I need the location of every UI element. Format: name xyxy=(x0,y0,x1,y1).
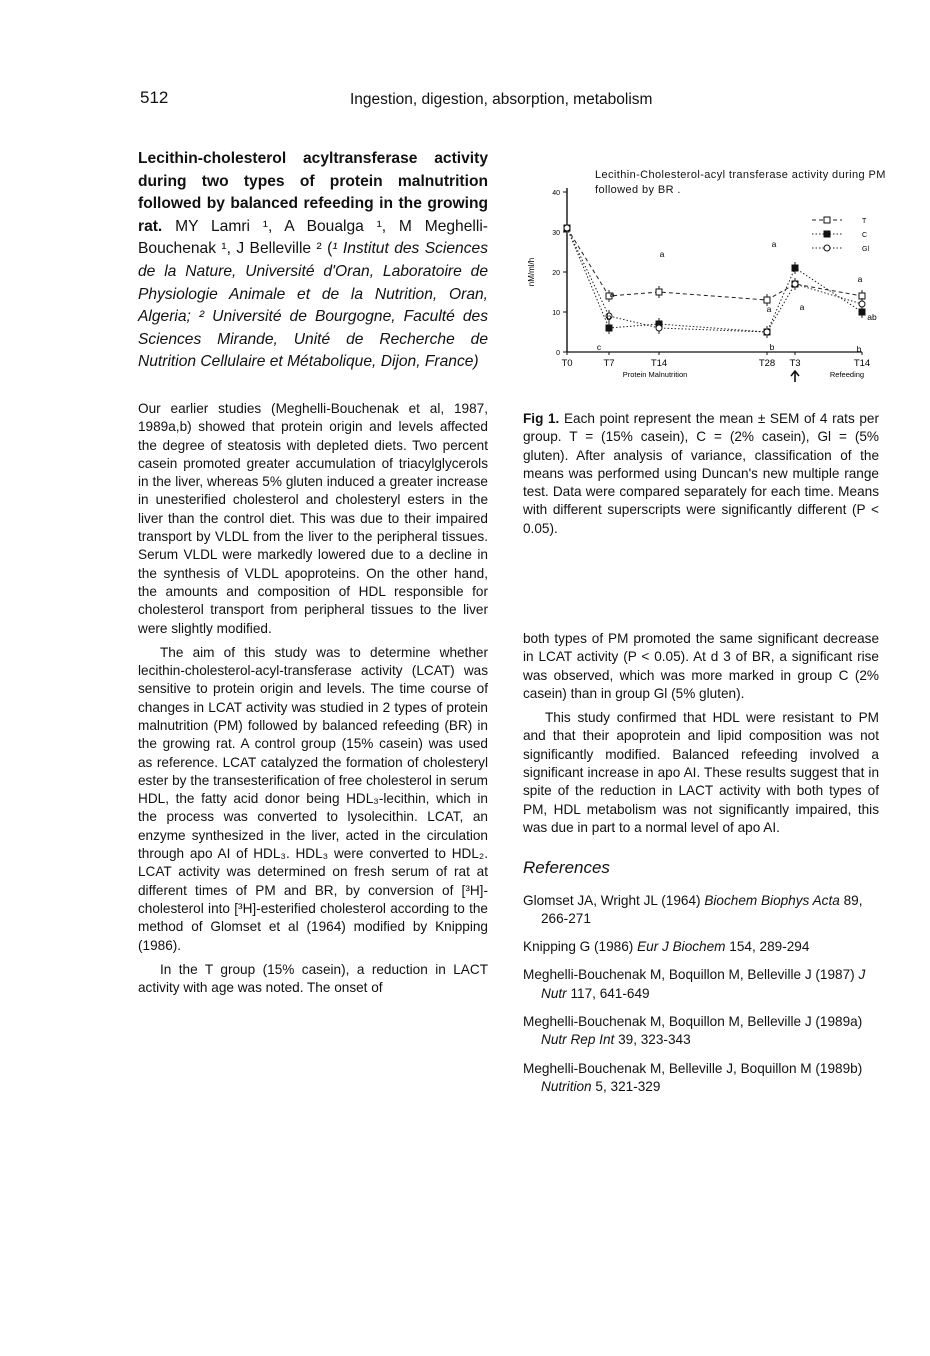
reference-authors: Meghelli-Bouchenak M, Boquillon M, Belleville J (1987) xyxy=(523,967,859,983)
abstract-authors: MY Lamri ¹, A Boualga ¹, M Meghelli-Bouchenak ¹, J Belleville ² ( xyxy=(138,217,488,258)
reference-authors: Knipping G (1986) xyxy=(523,939,638,955)
data-point xyxy=(859,301,865,307)
y-tick-label: 0 xyxy=(556,350,560,357)
chart-title: Lecithin-Cholesterol-acyl transferase activity during PM followed by BR . xyxy=(595,169,886,196)
data-point xyxy=(656,325,662,331)
reference-journal: Eur J Biochem xyxy=(637,939,726,955)
x-tick-label: T28 xyxy=(758,358,776,369)
figure-1 xyxy=(512,160,892,400)
paragraph-3: In the T group (15% casein), a reduction in LACT activity with age was noted. The onset of xyxy=(138,961,488,996)
legend-marker xyxy=(824,231,830,237)
reference-authors: Meghelli-Bouchenak M, Boquillon M, Belleville J (1989a) xyxy=(523,1014,863,1030)
x-tick-label: T0 xyxy=(561,358,573,369)
references-list xyxy=(523,892,879,1097)
references-heading: References xyxy=(523,858,610,878)
right-column xyxy=(523,630,879,1106)
abstract-affiliations: ¹ Institut des Sciences de la Nature, Université d'Oran, Laboratoire de Physiologie Animale et de la Nutrition, Oran, Algeria; ² Université de Bourgogne, Faculté des Sciences Mirande, Unité de Recherche de Nutrition Cellulaire et Métabolique, Dijon, France) xyxy=(138,240,489,371)
legend-marker xyxy=(824,245,830,251)
legend-label: C xyxy=(862,232,868,239)
page-number: 512 xyxy=(140,88,169,107)
significance-letter: a xyxy=(771,239,777,249)
legend-label: T xyxy=(862,218,867,225)
y-axis-label: nM/ml/h xyxy=(527,257,536,287)
x-tick-label: T14 xyxy=(650,358,668,369)
data-point xyxy=(656,289,662,295)
significance-letter: b xyxy=(769,342,775,352)
abstract-title-bold: Lecithin-cholesterol acyltransferase activity during two types of protein malnutrition followed by balanced refeeding in the growing rat. xyxy=(138,150,488,235)
paragraph-2: The aim of this study was to determine whether lecithin-cholesterol-acyl-transferase activity (LCAT) was sensitive to protein origin and levels. The time course of changes in LCAT activity was studied in 2 types of protein malnutrition (PM) followed by balanced refeeding (BR) in the growing rat. A control group (15% casein) was used as reference. LCAT catalyzed the formation of cholesteryl ester by the transesterification of free cholesterol in serum HDL, the fatty acid donor being HDL₃-lecithin, which in the process was converted to lysolecithin. LCAT, an enzyme synthesized in the liver, acted in the circulation through apo AI of HDL₃. HDL₃ were converted to HDL₂. LCAT activity was determined on fresh serum of rat at different times of PM and BR, by conversion of [³H]-cholesterol into [³H]-esterified cholesterol according to the method of Glomset et al (1964) modified by Knipping (1986). xyxy=(138,644,488,953)
reference-item xyxy=(523,966,879,1003)
x-phase-label: Refeeding xyxy=(829,370,865,379)
reference-volume-pages: 5, 321-329 xyxy=(591,1078,661,1094)
paragraph-4: both types of PM promoted the same significant decrease in LCAT activity (P < 0.05). At d 3 of BR, a significant rise was observed, which was more marked in group C (2% casein) than in group Gl (5% gluten). xyxy=(523,631,879,701)
reference-volume-pages: 39, 323-343 xyxy=(614,1032,691,1048)
data-point xyxy=(792,265,798,271)
reference-item xyxy=(523,1013,879,1050)
significance-letter: b xyxy=(856,344,862,354)
significance-letter: a xyxy=(766,304,772,314)
paragraph-1: Our earlier studies (Meghelli-Bouchenak et al, 1987, 1989a,b) showed that protein origin and levels affected the degree of steatosis with depleted diets. Two percent casein promoted greater accumulation of triacylglycerols in the liver, whereas 5% gluten induced a greater increase in unesterified cholesterol and cholesteryl esters in the liver than the control diet. This was due to their impaired transport by VLDL from the liver to the peripheral tissues. Serum VLDL were markedly lowered due to a decline in the synthesis of VLDL apoproteins. On the other hand, the amounts and composition of HDL responsible for cholesterol transport from peripheral tissues to the liver were slightly modified. xyxy=(138,400,488,636)
y-tick-label: 40 xyxy=(552,190,560,197)
reference-journal: J Nutr xyxy=(541,967,866,1001)
caption-text: Each point represent the mean ± SEM of 4 rats per group. T = (15% casein), C = (2% casein), Gl = (5% gluten). After analysis of variance, classification of the means was performed using Duncan's new multiple range test. Data were compared separately for each time. Means with different superscripts were significantly different (P < 0.05). xyxy=(523,411,880,536)
reference-volume-pages: 89, 266-271 xyxy=(541,892,863,926)
abstract-title xyxy=(138,148,488,374)
data-point xyxy=(564,225,570,231)
reference-journal: Nutr Rep Int xyxy=(541,1032,615,1048)
significance-letter: a xyxy=(799,302,805,312)
y-tick-label: 10 xyxy=(552,310,560,317)
reference-volume-pages: 117, 641-649 xyxy=(566,985,650,1001)
x-phase-label: Protein Malnutrition xyxy=(622,370,688,379)
paragraph-5: This study confirmed that HDL were resistant to PM and that their apoprotein and lipid composition was not significantly modified. Balanced refeeding involved a significant increase in apo AI. These results suggest that in spite of the reduction in LACT activity with both types of PM, HDL metabolism was not significantly impaired, this was due in part to a normal level of apo AI. xyxy=(523,710,879,835)
reference-journal: Biochem Biophys Acta xyxy=(704,892,840,908)
x-tick-label: T7 xyxy=(603,358,615,369)
significance-letter: a xyxy=(609,289,615,299)
running-head: Ingestion, digestion, absorption, metabolism xyxy=(350,91,653,108)
reference-item xyxy=(523,938,879,956)
significance-letter: c xyxy=(596,342,602,352)
legend-marker xyxy=(824,217,830,223)
significance-letter: a xyxy=(659,249,665,259)
reference-item xyxy=(523,892,879,929)
significance-letter: b xyxy=(606,312,612,322)
figure-caption xyxy=(523,410,879,538)
left-column xyxy=(138,148,488,997)
reference-volume-pages: 154, 289-294 xyxy=(725,939,810,955)
data-point xyxy=(792,281,798,287)
legend-label: Gl xyxy=(862,246,869,253)
caption-label: Fig 1. xyxy=(523,411,560,426)
y-tick-label: 30 xyxy=(552,230,560,237)
x-tick-label: T14 xyxy=(853,358,871,369)
x-tick-label: T3 xyxy=(789,358,801,369)
significance-letter: ab xyxy=(867,312,877,322)
reference-authors: Meghelli-Bouchenak M, Belleville J, Boquillon M (1989b) xyxy=(523,1060,863,1076)
reference-item xyxy=(523,1060,879,1097)
data-point xyxy=(764,329,770,335)
data-point xyxy=(764,297,770,303)
significance-letter: a xyxy=(857,274,863,284)
reference-authors: Glomset JA, Wright JL (1964) xyxy=(523,892,705,908)
reference-journal: Nutrition xyxy=(541,1078,592,1094)
y-tick-label: 20 xyxy=(552,270,560,277)
data-point xyxy=(606,325,612,331)
refeeding-arrow-icon xyxy=(791,371,799,382)
